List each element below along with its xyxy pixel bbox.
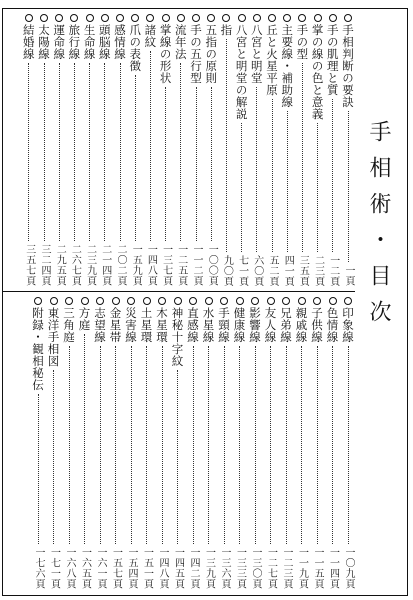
toc-entry — [127, 14, 143, 286]
entry-bullet-icon — [34, 297, 42, 305]
dot-leader — [317, 346, 318, 544]
entry-bullet-icon — [50, 297, 58, 305]
entry-bullet-icon — [174, 297, 182, 305]
dot-leader — [44, 63, 45, 241]
entry-page-number: 一三九頁 — [203, 547, 215, 589]
entry-title: 印象線 — [341, 307, 355, 343]
entry-bullet-icon — [55, 14, 63, 22]
entry-title: 方庭 — [77, 307, 92, 331]
entry-bullet-icon — [313, 297, 321, 305]
entry-bullet-icon — [251, 297, 259, 305]
toc-entry — [325, 297, 341, 589]
entry-bullet-icon — [314, 14, 322, 22]
toc-entry — [139, 297, 155, 589]
toc-entry — [247, 297, 263, 589]
toc-entry — [263, 297, 279, 589]
dot-leader — [104, 63, 105, 241]
entry-bullet-icon — [101, 14, 109, 22]
entry-page-number: 一五一頁 — [141, 547, 153, 589]
toc-entry — [310, 14, 326, 286]
entry-bullet-icon — [298, 297, 306, 305]
entry-bullet-icon — [283, 14, 291, 22]
entry-title: 金星帯 — [108, 307, 123, 343]
entry-bullet-icon — [65, 297, 73, 305]
toc-entry — [108, 297, 124, 589]
toc-heading: 手相術・目次 — [366, 120, 391, 336]
toc-entry — [264, 14, 280, 286]
entry-bullet-icon — [268, 14, 276, 22]
entry-title: 附録・観相秘伝 — [31, 307, 45, 391]
dot-leader — [317, 123, 318, 252]
dot-leader — [74, 63, 75, 241]
entry-title: 影響線 — [248, 307, 262, 343]
entry-page-number: 三五頁 — [297, 254, 309, 286]
entry-bullet-icon — [81, 297, 89, 305]
entry-bullet-icon — [112, 297, 120, 305]
toc-entry — [309, 297, 325, 589]
toc-entry — [279, 14, 295, 286]
entry-title: 指 — [219, 24, 234, 36]
entry-title: 丘と火星平原 — [265, 24, 279, 96]
entry-title: 八宮と明堂の解説 — [234, 24, 249, 120]
dot-leader — [332, 99, 333, 252]
toc-entry — [97, 14, 113, 286]
dot-leader — [28, 63, 29, 241]
entry-page-number: 一頁 — [343, 265, 354, 286]
entry-title: 手の肌理と質 — [325, 24, 340, 96]
entry-bullet-icon — [220, 297, 228, 305]
entry-page-number: 一三六頁 — [219, 547, 230, 589]
entry-title: 掌の線の色と意義 — [310, 24, 325, 120]
toc-entry — [123, 297, 139, 589]
entry-bullet-icon — [222, 14, 230, 22]
entry-bullet-icon — [207, 14, 215, 22]
entry-bullet-icon — [158, 297, 166, 305]
entry-bullet-icon — [189, 297, 197, 305]
entry-page-number: 二三頁 — [312, 254, 324, 286]
dot-leader — [150, 51, 151, 241]
dot-leader — [135, 75, 136, 241]
entry-page-number: 七一頁 — [236, 254, 248, 286]
toc-entry — [61, 297, 77, 589]
entry-bullet-icon — [192, 14, 200, 22]
dot-leader — [270, 346, 271, 544]
dot-leader — [211, 87, 212, 241]
entry-page-number: 一三七頁 — [160, 244, 172, 286]
entry-title: 頭脳線 — [97, 24, 112, 60]
toc-entry — [21, 14, 37, 286]
toc-entry — [36, 14, 52, 286]
entry-bullet-icon — [253, 14, 261, 22]
entry-bullet-icon — [127, 297, 135, 305]
toc-entry — [173, 14, 189, 286]
entry-bullet-icon — [329, 297, 337, 305]
toc-entry — [46, 297, 62, 589]
entry-bullet-icon — [282, 297, 290, 305]
entry-page-number: 一五四頁 — [126, 547, 137, 589]
toc-entry — [142, 14, 158, 286]
entry-bullet-icon — [267, 297, 275, 305]
entry-page-number: 一四八頁 — [145, 244, 157, 286]
entry-title: 親戚線 — [294, 307, 309, 343]
entry-bullet-icon — [146, 14, 154, 22]
entry-page-number: 四一頁 — [282, 254, 294, 286]
toc-entry — [216, 297, 232, 589]
toc-entry — [112, 14, 128, 286]
entry-bullet-icon — [329, 14, 337, 22]
entry-bullet-icon — [116, 14, 124, 22]
entry-page-number: 一二五頁 — [175, 244, 187, 286]
entry-bullet-icon — [86, 14, 94, 22]
entry-page-number: 一七一頁 — [48, 547, 60, 589]
entry-title: 神秘十字紋 — [170, 307, 185, 367]
dot-leader — [224, 346, 225, 544]
entry-title: 生命線 — [82, 24, 97, 60]
dot-leader — [208, 346, 209, 544]
dot-leader — [69, 346, 70, 544]
entry-bullet-icon — [177, 14, 185, 22]
toc-entry — [188, 14, 204, 286]
toc-entry — [77, 297, 93, 589]
entry-page-number: 一四二頁 — [188, 547, 199, 589]
toc-entry — [154, 297, 170, 589]
entry-page-number: 三五七頁 — [23, 244, 35, 286]
entry-title: 水星線 — [201, 307, 216, 343]
toc-entry — [278, 297, 294, 589]
entry-bullet-icon — [344, 14, 352, 22]
entry-title: 結婚線 — [21, 24, 36, 60]
entry-bullet-icon — [131, 14, 139, 22]
entry-title: 流年法 — [173, 24, 188, 60]
toc-entry — [325, 14, 341, 286]
entry-title: 兄弟線 — [279, 307, 293, 343]
toc-entry — [158, 14, 174, 286]
entry-page-number: 一一二頁 — [191, 244, 202, 286]
dot-leader — [302, 63, 303, 252]
entry-page-number: 二六七頁 — [69, 244, 81, 286]
entry-page-number: 六〇頁 — [251, 254, 263, 286]
entry-page-number: 一三〇頁 — [250, 547, 261, 589]
entry-page-number: 一一四頁 — [327, 547, 339, 589]
entry-title: 手相判断の要訣 — [341, 24, 355, 108]
dot-leader — [84, 334, 85, 544]
entry-page-number: 一七六頁 — [33, 547, 44, 589]
dot-leader — [193, 346, 194, 544]
toc-entry — [232, 297, 248, 589]
entry-title: 諸紋 — [143, 24, 158, 48]
entry-page-number: 九〇頁 — [221, 254, 233, 286]
entry-title: 爪の表徴 — [128, 24, 143, 72]
toc-entry — [170, 297, 186, 589]
entry-page-number: 一四五頁 — [172, 547, 184, 589]
entry-page-number: 一五九頁 — [130, 244, 142, 286]
entry-title: 東洋手相図 — [46, 307, 61, 367]
entry-title: 志望線 — [93, 307, 107, 343]
entry-page-number: 一六一頁 — [95, 547, 106, 589]
entry-page-number: 一六八頁 — [64, 547, 75, 589]
entry-title: 災害線 — [124, 307, 138, 343]
entry-page-number: 二九五頁 — [54, 244, 66, 286]
dot-leader — [89, 63, 90, 241]
entry-title: 掌線の形状 — [158, 24, 173, 84]
entry-bullet-icon — [25, 14, 33, 22]
entry-bullet-icon — [236, 297, 244, 305]
entry-bullet-icon — [96, 297, 104, 305]
dot-leader — [100, 346, 101, 544]
dot-leader — [348, 111, 349, 262]
toc-entry — [218, 14, 234, 286]
entry-title: 感情線 — [113, 24, 127, 60]
dot-leader — [165, 87, 166, 241]
dot-leader — [196, 87, 197, 241]
toc-entry — [340, 297, 356, 589]
entry-page-number: 一一五頁 — [312, 547, 323, 589]
entry-page-number: 五二頁 — [267, 254, 278, 286]
dot-leader — [256, 87, 257, 252]
entry-page-number: 一四八頁 — [157, 547, 168, 589]
entry-title: 運命線 — [52, 24, 67, 60]
toc-entry — [340, 14, 356, 286]
entry-bullet-icon — [70, 14, 78, 22]
entry-title: 子供線 — [310, 307, 324, 343]
entry-title: 友人線 — [263, 307, 278, 343]
entry-page-number: 二〇二頁 — [115, 244, 126, 286]
dot-leader — [255, 346, 256, 544]
dot-leader — [53, 370, 54, 544]
entry-page-number: 一〇〇頁 — [206, 244, 218, 286]
toc-entry — [185, 297, 201, 589]
toc-entry — [294, 14, 310, 286]
section-divider — [2, 291, 355, 292]
entry-page-number: 一二三頁 — [281, 547, 292, 589]
toc-entry — [249, 14, 265, 286]
toc-entry — [51, 14, 67, 286]
entry-title: 手頸線 — [217, 307, 231, 343]
toc-entry — [66, 14, 82, 286]
entry-bullet-icon — [162, 14, 170, 22]
dot-leader — [241, 123, 242, 252]
toc-entry — [203, 14, 219, 286]
dot-leader — [239, 346, 240, 544]
entry-page-number: 二三九頁 — [84, 244, 96, 286]
entry-title: 旅行線 — [67, 24, 82, 60]
dot-leader — [162, 346, 163, 544]
entry-page-number: 一三三頁 — [234, 547, 246, 589]
dot-leader — [301, 346, 302, 544]
dot-leader — [272, 99, 273, 252]
toc-entry — [82, 14, 98, 286]
entry-title: 主要線・補助線 — [280, 24, 295, 108]
dot-leader — [131, 346, 132, 544]
toc-entry — [294, 297, 310, 589]
entry-bullet-icon — [238, 14, 246, 22]
dot-leader — [59, 63, 60, 241]
dot-leader — [348, 346, 349, 544]
entry-page-number: 一一九頁 — [296, 547, 308, 589]
dot-leader — [332, 346, 333, 544]
toc-entry — [92, 297, 108, 589]
dot-leader — [146, 346, 147, 544]
toc-entry — [201, 297, 217, 589]
entry-page-number: 一〇九頁 — [343, 547, 354, 589]
entry-title: 色情線 — [325, 307, 340, 343]
entry-title: 手の型 — [295, 24, 310, 60]
dot-leader — [115, 346, 116, 544]
entry-title: 直感線 — [186, 307, 200, 343]
toc-entry — [234, 14, 250, 286]
entry-title: 健康線 — [232, 307, 247, 343]
entry-page-number: 二一四頁 — [99, 244, 111, 286]
entry-page-number: 一二頁 — [327, 254, 339, 286]
toc-entry — [30, 297, 46, 589]
entry-title: 土星環 — [139, 307, 154, 343]
entry-title: 太陽線 — [37, 24, 51, 60]
entry-page-number: 一二七頁 — [265, 547, 277, 589]
entry-title: 三角庭 — [62, 307, 76, 343]
entry-bullet-icon — [298, 14, 306, 22]
dot-leader — [226, 39, 227, 252]
entry-page-number: 一六五頁 — [79, 547, 91, 589]
entry-bullet-icon — [143, 297, 151, 305]
dot-leader — [177, 370, 178, 544]
dot-leader — [180, 63, 181, 241]
entry-bullet-icon — [205, 297, 213, 305]
entry-bullet-icon — [40, 14, 48, 22]
entry-title: 木星環 — [155, 307, 169, 343]
entry-title: 五指の原則 — [204, 24, 219, 84]
entry-page-number: 三二四頁 — [39, 244, 50, 286]
entry-title: 八宮と明堂 — [249, 24, 264, 84]
dot-leader — [38, 394, 39, 544]
dot-leader — [287, 111, 288, 252]
dot-leader — [286, 346, 287, 544]
entry-bullet-icon — [344, 297, 352, 305]
entry-page-number: 一五七頁 — [110, 547, 122, 589]
dot-leader — [120, 63, 121, 241]
entry-title: 手の五行型 — [189, 24, 203, 84]
